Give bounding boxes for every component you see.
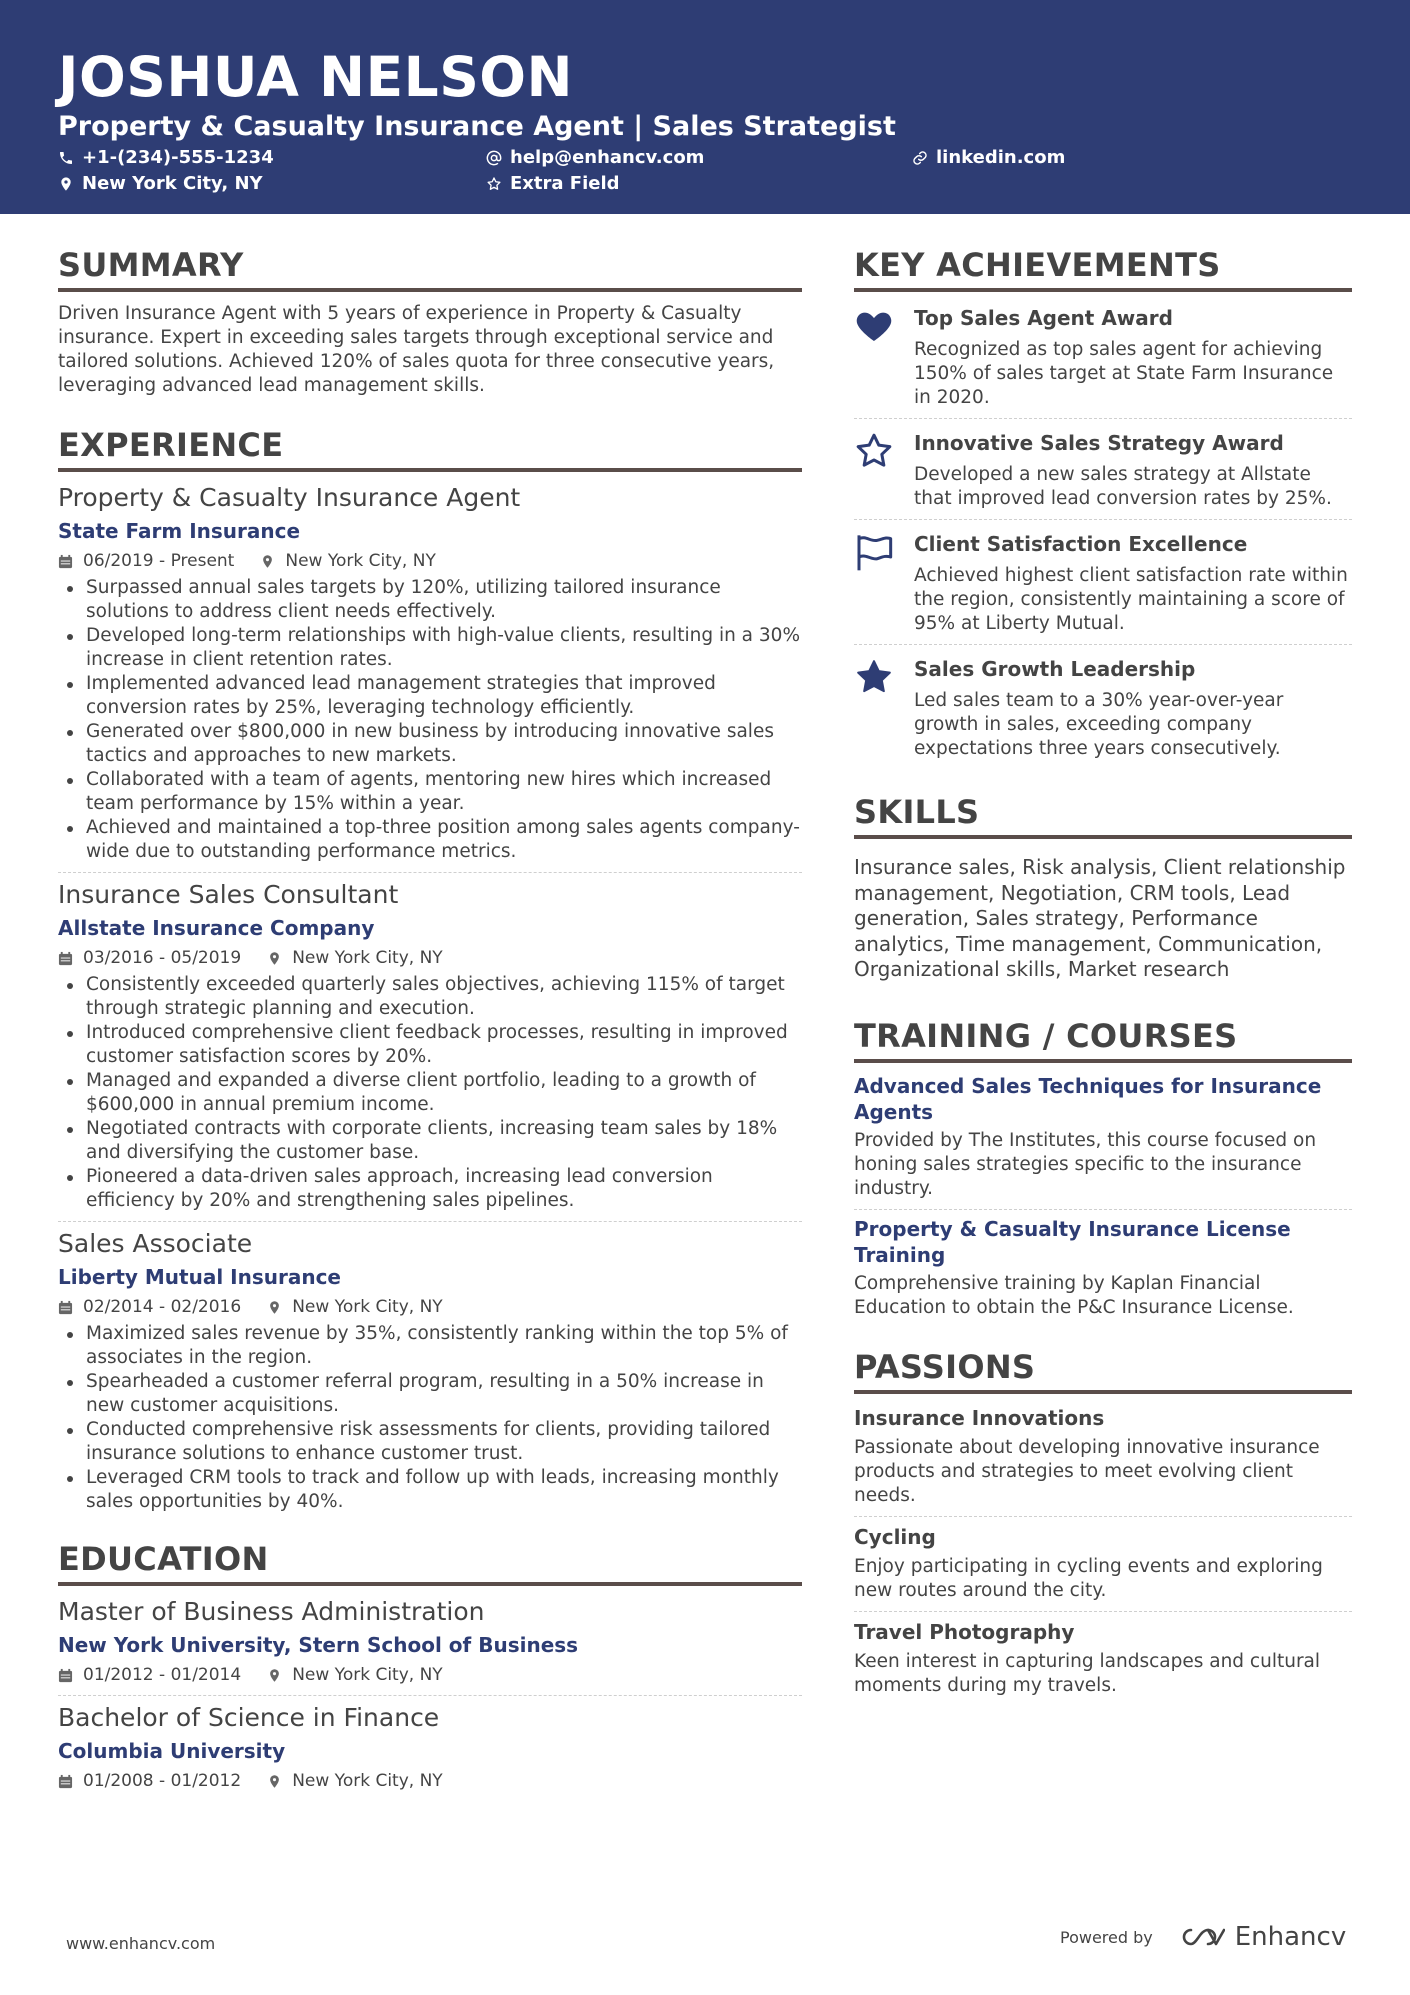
experience-heading: EXPERIENCE <box>58 426 802 472</box>
school-name: New York University, Stern School of Business <box>58 1633 579 1657</box>
passion-title: Travel Photography <box>854 1619 1075 1644</box>
achievement-title: Innovative Sales Strategy Award <box>914 431 1284 455</box>
achievement-item <box>854 520 1352 644</box>
bullet-item: Pioneered a data-driven sales approach, increasing lead conversion efficiency by 20% and strengthening sales pipelines. <box>58 1165 802 1213</box>
achievement-item <box>854 294 1352 418</box>
star-filled-icon <box>854 657 894 697</box>
passion-title: Cycling <box>854 1524 936 1549</box>
bullet-item: Implemented advanced lead management strategies that improved conversion rates by 25%, leveraging technology efficiently. <box>58 672 802 720</box>
location-pin-icon <box>260 554 275 569</box>
bullet-item: Leveraged CRM tools to track and follow up with leads, increasing monthly sales opportunities by 40%. <box>58 1466 802 1514</box>
achievements-heading: KEY ACHIEVEMENTS <box>854 246 1352 292</box>
course-item <box>854 1073 1352 1201</box>
left-column <box>58 246 802 1793</box>
location-pin-icon <box>267 1300 282 1315</box>
entry-divider <box>58 1221 802 1222</box>
job-dates: 03/2016 - 05/2019 <box>83 948 242 968</box>
entry-divider <box>854 1209 1352 1210</box>
at-icon <box>486 150 502 166</box>
calendar-icon <box>58 554 73 569</box>
education-location: New York City, NY <box>292 1771 443 1791</box>
education-dates: 01/2012 - 01/2014 <box>83 1665 242 1685</box>
achievement-item <box>854 419 1352 519</box>
location-text: New York City, NY <box>82 173 263 194</box>
degree-title: Bachelor of Science in Finance <box>58 1703 440 1732</box>
job-dates: 06/2019 - Present <box>83 551 235 571</box>
job-location: New York City, NY <box>285 551 436 571</box>
job-title: Property & Casualty Insurance Agent <box>58 483 521 512</box>
location-pin-icon <box>267 1774 282 1789</box>
achievement-description: Recognized as top sales agent for achieving 150% of sales target at State Farm Insurance in 2020. <box>914 339 1334 408</box>
job-bullets <box>58 1322 802 1514</box>
bullet-item: Consistently exceeded quarterly sales objectives, achieving 115% of target through strategic planning and execution. <box>58 973 802 1021</box>
job-title: Insurance Sales Consultant <box>58 880 399 909</box>
summary-heading: SUMMARY <box>58 246 802 292</box>
linkedin-contact[interactable] <box>912 146 1065 170</box>
location-pin-icon <box>267 951 282 966</box>
bullet-item: Generated over $800,000 in new business by introducing innovative sales tactics and approaches to new markets. <box>58 720 802 768</box>
brand-name: Enhancv <box>1234 1922 1347 1952</box>
achievement-item <box>854 645 1352 769</box>
job-meta <box>58 946 802 970</box>
course-description: Provided by The Institutes, this course focused on honing sales strategies specific to the insurance industry. <box>854 1129 1317 1199</box>
calendar-icon <box>58 1668 73 1683</box>
achievement-description: Achieved highest client satisfaction rate within the region, consistently maintaining a score of 95% at Liberty Mutual. <box>914 565 1348 634</box>
passion-description: Enjoy participating in cycling events and exploring new routes around the city. <box>854 1555 1323 1601</box>
education-meta <box>58 1769 802 1793</box>
link-icon <box>912 150 928 166</box>
school-name: Columbia University <box>58 1739 286 1763</box>
entry-divider <box>58 1695 802 1696</box>
course-item <box>854 1216 1352 1320</box>
bullet-item: Developed long-term relationships with high-value clients, resulting in a 30% increase in client retention rates. <box>58 624 802 672</box>
candidate-headline: Property & Casualty Insurance Agent | Sales Strategist <box>58 111 896 142</box>
passion-item <box>854 1404 1352 1508</box>
location-contact <box>58 172 263 196</box>
passion-item <box>854 1523 1352 1603</box>
extra-field-text: Extra Field <box>510 173 620 194</box>
job-meta <box>58 1295 802 1319</box>
bullet-item: Introduced comprehensive client feedback processes, resulting in improved customer satisfaction scores by 20%. <box>58 1021 802 1069</box>
footer-website[interactable]: www.enhancv.com <box>66 1934 216 1953</box>
location-pin-icon <box>267 1668 282 1683</box>
education-entry <box>58 1702 802 1793</box>
company-name: State Farm Insurance <box>58 519 301 543</box>
passion-description: Keen interest in capturing landscapes and cultural moments during my travels. <box>854 1650 1321 1696</box>
enhancv-logo[interactable] <box>1177 1922 1346 1952</box>
job-meta <box>58 549 802 573</box>
phone-icon <box>58 150 74 166</box>
star-outline-icon <box>854 431 894 471</box>
star-icon <box>486 176 502 192</box>
passion-title: Insurance Innovations <box>854 1405 1105 1430</box>
education-location: New York City, NY <box>292 1665 443 1685</box>
candidate-name: JOSHUA NELSON <box>58 45 574 109</box>
enhancv-logo-icon <box>1177 1924 1225 1950</box>
experience-entry <box>58 482 802 864</box>
job-dates: 02/2014 - 02/2016 <box>83 1297 242 1317</box>
degree-title: Master of Business Administration <box>58 1597 485 1626</box>
education-meta <box>58 1663 802 1687</box>
job-location: New York City, NY <box>292 1297 443 1317</box>
job-title: Sales Associate <box>58 1229 253 1258</box>
passions-heading: PASSIONS <box>854 1348 1352 1394</box>
achievement-title: Sales Growth Leadership <box>914 657 1196 681</box>
bullet-item: Managed and expanded a diverse client portfolio, leading to a growth of $600,000 in annual premium income. <box>58 1069 802 1117</box>
experience-entry <box>58 1228 802 1514</box>
education-dates: 01/2008 - 01/2012 <box>83 1771 242 1791</box>
resume-header <box>0 0 1410 214</box>
entry-divider <box>854 1611 1352 1612</box>
passion-description: Passionate about developing innovative insurance products and strategies to meet evolving client needs. <box>854 1436 1320 1506</box>
powered-by-label: Powered by <box>1060 1927 1153 1947</box>
calendar-icon <box>58 1774 73 1789</box>
bullet-item: Collaborated with a team of agents, mentoring new hires which increased team performance by 15% within a year. <box>58 768 802 816</box>
calendar-icon <box>58 1300 73 1315</box>
company-name: Allstate Insurance Company <box>58 916 375 940</box>
email-address[interactable]: help@enhancv.com <box>510 147 705 168</box>
extra-field-contact <box>486 172 620 196</box>
footer-branding <box>1060 1922 1346 1952</box>
entry-divider <box>58 872 802 873</box>
achievement-title: Top Sales Agent Award <box>914 306 1173 330</box>
education-entry <box>58 1596 802 1687</box>
skills-text: Insurance sales, Risk analysis, Client relationship management, Negotiation, CRM tools, Lead generation, Sales strategy, Performance analytics, Time management, Communication, Organizational skills, Market research <box>854 855 1346 981</box>
experience-entry <box>58 879 802 1213</box>
job-bullets <box>58 973 802 1213</box>
passion-item <box>854 1618 1352 1698</box>
summary-text: Driven Insurance Agent with 5 years of experience in Property & Casualty insurance. Expert in exceeding sales targets through exceptional service and tailored solutions. Achieved 120% of sales quota for three consecutive years, leveraging advanced lead management skills. <box>58 303 775 396</box>
calendar-icon <box>58 951 73 966</box>
bullet-item: Conducted comprehensive risk assessments for clients, providing tailored insurance solutions to enhance customer trust. <box>58 1418 802 1466</box>
job-bullets <box>58 576 802 864</box>
achievement-description: Led sales team to a 30% year-over-year growth in sales, exceeding company expectations three years consecutively. <box>914 690 1284 759</box>
bullet-item: Maximized sales revenue by 35%, consistently ranking within the top 5% of associates in the region. <box>58 1322 802 1370</box>
education-heading: EDUCATION <box>58 1540 802 1586</box>
bullet-item: Surpassed annual sales targets by 120%, utilizing tailored insurance solutions to address client needs effectively. <box>58 576 802 624</box>
right-column <box>854 246 1352 1698</box>
course-title: Advanced Sales Techniques for Insurance Agents <box>854 1073 1322 1124</box>
course-description: Comprehensive training by Kaplan Financial Education to obtain the P&C Insurance License. <box>854 1272 1294 1318</box>
bullet-item: Negotiated contracts with corporate clients, increasing team sales by 18% and diversifying the customer base. <box>58 1117 802 1165</box>
achievement-title: Client Satisfaction Excellence <box>914 532 1248 556</box>
achievement-description: Developed a new sales strategy at Allstate that improved lead conversion rates by 25%. <box>914 464 1332 509</box>
phone-number: +1-(234)-555-1234 <box>82 147 274 168</box>
flag-icon <box>854 532 894 572</box>
phone-contact <box>58 146 274 170</box>
course-title: Property & Casualty Insurance License Training <box>854 1216 1291 1267</box>
skills-heading: SKILLS <box>854 793 1352 839</box>
bullet-item: Achieved and maintained a top-three position among sales agents company-wide due to outstanding performance metrics. <box>58 816 802 864</box>
job-location: New York City, NY <box>292 948 443 968</box>
training-heading: TRAINING / COURSES <box>854 1017 1352 1063</box>
location-pin-icon <box>58 176 74 192</box>
heart-icon <box>854 306 894 346</box>
bullet-item: Spearheaded a customer referral program, resulting in a 50% increase in new customer acquisitions. <box>58 1370 802 1418</box>
entry-divider <box>854 1516 1352 1517</box>
company-name: Liberty Mutual Insurance <box>58 1265 341 1289</box>
linkedin-link[interactable]: linkedin.com <box>936 147 1066 168</box>
email-contact[interactable] <box>486 146 704 170</box>
